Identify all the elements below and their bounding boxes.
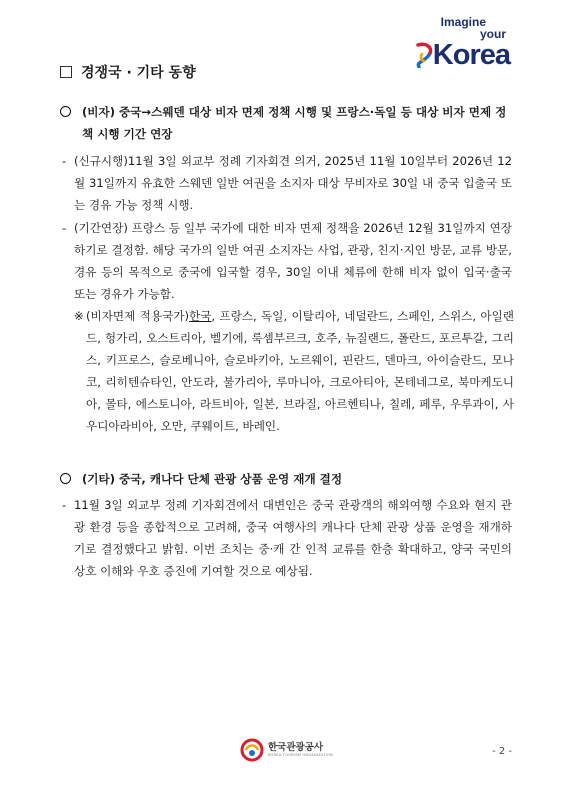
item-1-heading-text: (비자) 중국→스웨덴 대상 비자 면제 정책 시행 및 프랑스·독일 등 대상 비자 면제 정책 시행 기간 연장: [82, 105, 507, 141]
org-name: 한국관광공사: [268, 742, 324, 753]
note-first-country: 한국: [189, 309, 212, 323]
kto-emblem-icon: [240, 738, 264, 762]
dash-bullet: -: [62, 221, 67, 235]
note-country-list: , 프랑스, 독일, 이탈리아, 네덜란드, 스페인, 스위스, 아일랜드, 헝가리, 오스트리아, 벨기에, 룩셈부르크, 호주, 뉴질랜드, 폴란드, 포르투갈, 그리스, 키프로스, 슬로베니아, 슬로바키아, 노르웨이, 핀란드, 덴마크, 아이슬란드, 모나코, 리히텐슈타인, 안도라, 불가리아, 루마니아, 크로아티아, 몬테네그로, 북마케도니아, 몰타, 에스토니아, 라트비아, 일본, 브라질, 아르헨티나, 칠레, 페루, 우루과이, 사우디아라비아, 오만, 쿠웨이트, 바레인.: [86, 309, 514, 433]
section-title: [60, 62, 196, 82]
dash-bullet: -: [62, 154, 67, 168]
section-title-text: 경쟁국 · 기타 동향: [81, 65, 196, 81]
visa-exempt-countries-note: [74, 305, 514, 437]
item-1-point-2-text: (기간연장) 프랑스 등 일부 국가에 대한 비자 면제 정책을 2026년 12월 31일까지 연장하기로 결정함. 해당 국가의 일반 여권 소지자는 사업, 관광, 친지·지인 방문, 교류 방문, 경유 등의 목적으로 중국에 입국할 경우, 30일 이내 체류에 한해 비자 없이 입국·출국 또는 경유가 가능함.: [74, 221, 512, 301]
reference-mark: ※: [74, 309, 84, 323]
dash-bullet: -: [62, 498, 67, 512]
item-2-heading-text: (기타) 중국, 캐나다 단체 관광 상품 운영 재개 결정: [82, 472, 343, 486]
note-label: (비자면제 적용국가): [86, 309, 189, 323]
kto-logo: [240, 738, 333, 762]
imagine-your-korea-logo: [414, 16, 510, 70]
circle-bullet-icon: [60, 473, 71, 484]
circle-bullet-icon: [60, 106, 71, 117]
org-name-en: KOREA TOURISM ORGANIZATION: [268, 753, 334, 757]
item-2-heading: [60, 468, 516, 490]
brand-word: Korea: [432, 39, 510, 71]
brand-line-2: your: [479, 27, 506, 41]
brand-line-3: [414, 40, 510, 70]
visa-exempt-countries-text: [86, 305, 514, 437]
korea-swirl-icon: [414, 42, 436, 68]
brand-line-1: Imagine: [440, 15, 486, 29]
item-2-point-1: [62, 494, 512, 582]
item-1-point-2: [62, 217, 512, 305]
square-bullet-icon: [60, 66, 72, 78]
page-number: - 2 -: [492, 746, 512, 757]
item-1-point-1: [62, 150, 512, 216]
item-1-heading: [60, 101, 516, 145]
item-2-point-1-text: 11월 3일 외교부 정례 기자회견에서 대변인은 중국 관광객의 해외여행 수요와 현지 관광 환경 등을 종합적으로 고려해, 중국 여행사의 캐나다 단체 관광 상품 운영을 재개하기로 결정했다고 밝힘. 이번 조치는 중·캐 간 인적 교류를 한층 확대하고, 양국 국민의 상호 이해와 우호 증진에 기여할 것으로 예상됨.: [74, 498, 512, 578]
item-1-point-1-text: (신규시행)11월 3일 외교부 정례 기자회견 의거, 2025년 11월 10일부터 2026년 12월 31일까지 유효한 스웨덴 일반 여권을 소지자 대상 무비자로 30일 내 중국 입출국 또는 경유 가능 정책 시행.: [74, 154, 512, 212]
